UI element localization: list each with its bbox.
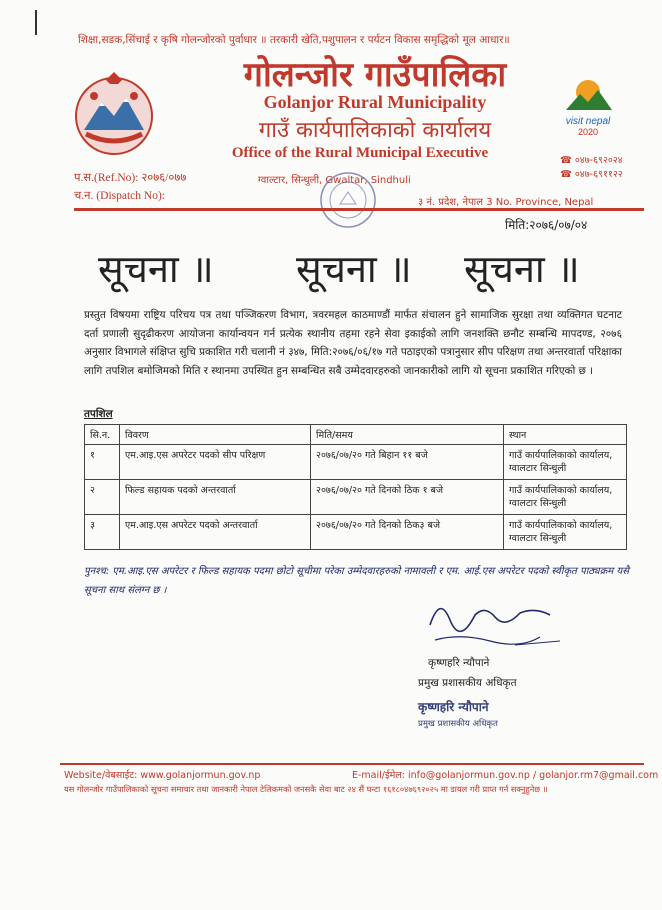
table-cell: ३ bbox=[85, 515, 120, 550]
table-header-row bbox=[85, 425, 627, 445]
seal-name: कृष्णहरि न्यौपाने bbox=[418, 700, 489, 714]
notice-body: प्रस्तुत विषयमा राष्ट्रिय परिचय पत्र तथा पञ्जिकरण विभाग, त्रवरमहल काठमाण्डौं मार्फत संचालन हुने सामाजिक सुरक्षा तथा व्यक्तिगत घटनाट दर्ता प्रणाली सुदृढीकरण आयोजना कार्यान्वयन गर्न प्रत्येक स्थानीय तहमा रहने सेवा इकाईको लागि जनशक्ति छनौट सम्बन्धि मापदण्ड, २०७६ अनुसार विभागले संक्षिप्त सुचि प्रकाशित गरी चलानी नं ३४७, मिति:२०७६/०६/१७ गते पठाइएको पत्रानुसार सीप परिक्षण तथा अन्तरवार्ता परिक्षाका लागि तपशिल बमोजिमको मिति र स्थानमा उपस्थित हुन सम्बन्धित सबै उम्मेदवारहरुको जानकारीको लागि यो सूचना प्रकाशित गरिएको छ । bbox=[84, 309, 622, 377]
postscript-note: पुनश्च: एम.आइ.एस अपरेटर र फिल्ड सहायक पदमा छोटो सूचीमा परेका उम्मेदवारहरुको नामावली र एम. आई.एस अपरेटर पदको स्वीकृत पाठ्यक्रम यसै सूचना साथ संलग्न छ । bbox=[84, 566, 629, 596]
table-cell: २०७६/०७/२० गते दिनको ठिक १ बजे bbox=[311, 480, 504, 515]
table-cell: २०७६/०७/२० गते दिनको ठिक३ बजे bbox=[311, 515, 504, 550]
svg-text:2020: 2020 bbox=[577, 127, 599, 137]
svg-text:visit nepal: visit nepal bbox=[565, 116, 611, 127]
table-cell: २ bbox=[85, 480, 120, 515]
office-name-nepali: गाउँ कार्यपालिकाको कार्यालय bbox=[258, 118, 492, 143]
signer-name: कृष्णहरि न्यौपाने bbox=[428, 657, 490, 669]
municipality-name-nepali: गोलन्जोर गाउँपालिका bbox=[243, 55, 507, 95]
notice-word: सूचना ॥ bbox=[98, 247, 214, 291]
table-cell: गाउँ कार्यपालिकाको कार्यालय, ग्वालटार सिन्धुली bbox=[504, 480, 627, 515]
header-divider bbox=[74, 208, 644, 211]
column-header: स्थान bbox=[504, 425, 627, 445]
phone-number-2: ☎ ०४७-६९११२२ bbox=[560, 169, 623, 180]
notice-word: सूचना ॥ bbox=[296, 247, 412, 291]
office-name-english: Office of the Rural Municipal Executive bbox=[231, 145, 489, 161]
column-header: मिति/समय bbox=[311, 425, 504, 445]
footer-divider bbox=[60, 763, 644, 765]
table-row bbox=[85, 480, 627, 515]
header-tagline: शिक्षा,सडक,सिंचाई र कृषि गोलन्जोरको पुर्वाधार ॥ तरकारी खेति,पशुपालन र पर्यटन विकास समृद्धिको मूल आधार॥ bbox=[78, 34, 510, 46]
table-cell: १ bbox=[85, 445, 120, 480]
table-cell: फिल्ड सहायक पदको अन्तरवार्ता bbox=[120, 480, 311, 515]
province-line: ३ नं. प्रदेश, नेपाल 3 No. Province, Nepal bbox=[418, 197, 594, 208]
office-address: ग्वाल्टार, सिन्धुली, Gwaltar, Sindhuli bbox=[258, 175, 411, 186]
table-cell: गाउँ कार्यपालिकाको कार्यालय, ग्वालटार सिन्धुली bbox=[504, 445, 627, 480]
nepal-emblem-icon bbox=[66, 72, 162, 156]
email-link[interactable]: E-mail/ईमेल: info@golanjormun.gov.np / golanjor.rm7@gmail.com bbox=[352, 770, 659, 781]
column-header: सि.न. bbox=[85, 425, 120, 445]
signer-title: प्रमुख प्रशासकीय अधिकृत bbox=[418, 677, 517, 689]
office-stamp bbox=[318, 170, 378, 230]
column-header: विवरण bbox=[120, 425, 311, 445]
table-row bbox=[85, 445, 627, 480]
table-cell: एम.आइ.एस अपरेटर पदको अन्तरवार्ता bbox=[120, 515, 311, 550]
reference-number: प.स.(Ref.No): २०७६/०७७ bbox=[74, 172, 187, 184]
table-cell: एम.आइ.एस अपरेटर पदको सीप परिक्षण bbox=[120, 445, 311, 480]
phone-number-1: ☎ ०४७-६९२०२४ bbox=[560, 155, 623, 166]
notice-heading bbox=[74, 242, 634, 292]
municipality-name-english: Golanjor Rural Municipality bbox=[263, 92, 487, 112]
scan-mark bbox=[35, 10, 37, 35]
notice-date: मिति:२०७६/०७/०४ bbox=[505, 218, 588, 232]
handwritten-signature bbox=[420, 585, 570, 665]
footer-note: यस गोलन्जोर गाउँपालिकाको सूचना समाचार तथा जानकारी नेपाल टेलिकमको जनसकै सेवा बाट २४ सैं घन्टा १६१८०४७६९२०२५ मा डायल गरी प्राप्त गर्न सक्नुहुनेछ ॥ bbox=[64, 784, 548, 794]
website-link[interactable]: Website/वेबसाईट: www.golanjormun.gov.np bbox=[64, 770, 261, 781]
table-cell: २०७६/०७/२० गते बिहान ११ बजे bbox=[311, 445, 504, 480]
visit-nepal-logo bbox=[556, 70, 620, 140]
notice-word: सूचना ॥ bbox=[464, 247, 580, 291]
schedule-table bbox=[84, 424, 627, 550]
seal-title: प्रमुख प्रशासकीय अधिकृत bbox=[418, 719, 498, 729]
dispatch-number: च.न. (Dispatch No): bbox=[74, 190, 165, 202]
schedule-label: तपशिल bbox=[84, 408, 113, 420]
table-row bbox=[85, 515, 627, 550]
table-cell: गाउँ कार्यपालिकाको कार्यालय, ग्वालटार सिन्धुली bbox=[504, 515, 627, 550]
